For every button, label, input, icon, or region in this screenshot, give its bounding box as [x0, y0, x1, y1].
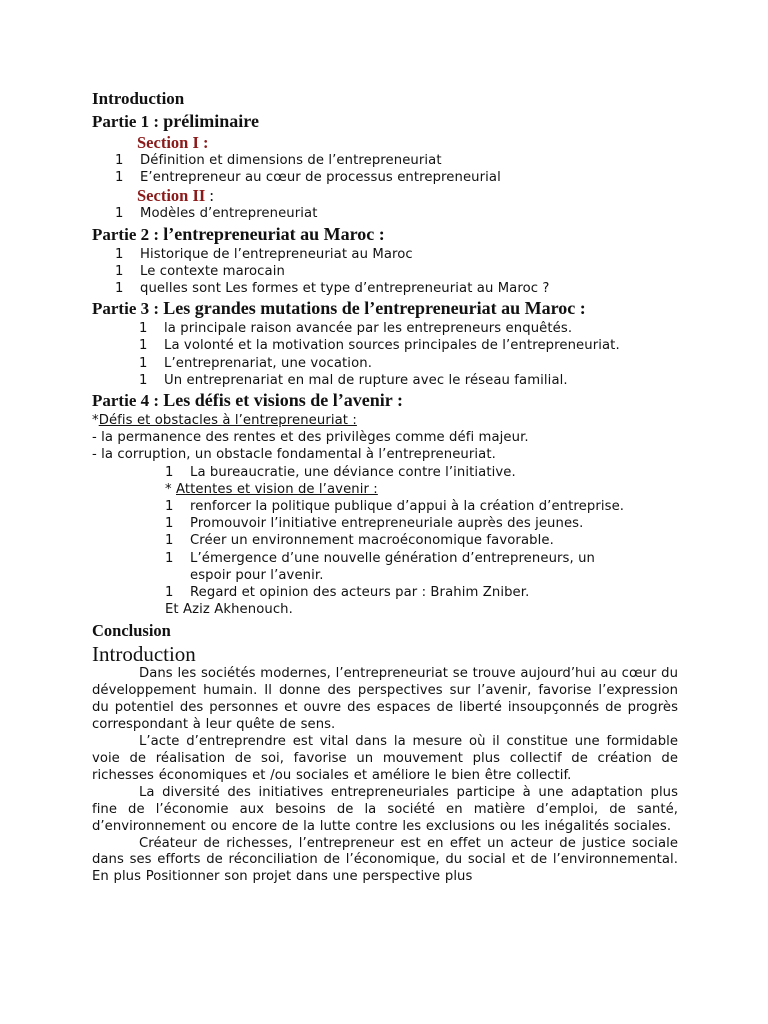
- list-bullet: 1: [115, 206, 124, 222]
- defis-block: [92, 412, 678, 618]
- list-item-text: espoir pour l’avenir.: [190, 567, 324, 583]
- defis-prefix: *: [92, 413, 99, 429]
- defis-heading-line: [92, 412, 678, 429]
- list-item-text: Historique de l’entrepreneuriat au Maroc: [140, 246, 413, 262]
- document-page: [92, 88, 678, 886]
- list-item: [139, 337, 678, 354]
- list-bullet: 1: [139, 372, 148, 388]
- list-bullet: 1: [139, 321, 148, 337]
- section-2-list: [115, 205, 678, 222]
- dash-item: - la permanence des rentes et des privilèges comme défi majeur.: [92, 430, 529, 446]
- list-item: [165, 584, 678, 601]
- list-item: [165, 550, 678, 567]
- list-item-text: Un entreprenariat en mal de rupture avec le réseau familial.: [164, 372, 568, 388]
- list-item-text: Définition et dimensions de l’entrepreneuriat: [140, 153, 442, 168]
- list-item: [139, 355, 678, 372]
- list-bullet: 1: [165, 464, 174, 480]
- toc-partie-3: [92, 297, 678, 320]
- list-item-text: L’entreprenariat, une vocation.: [164, 355, 372, 371]
- list-bullet: 1: [139, 355, 148, 371]
- intro-paragraph: Dans les sociétés modernes, l’entrepreneuriat se trouve aujourd’hui au cœur du développement humain. Il donne des perspectives sur l’avenir, favorise l’expression du potentiel des personnes et ouvre des espaces de liberté insoupçonnés de progrès correspondant à leur quête de sens.: [92, 666, 678, 733]
- toc-introduction: Introduction: [92, 89, 185, 108]
- list-bullet: 1: [165, 585, 174, 601]
- list-item-text: La bureaucratie, une déviance contre l’initiative.: [190, 464, 516, 480]
- attentes-heading: Attentes et vision de l’avenir :: [176, 481, 378, 497]
- list-item: [165, 498, 678, 515]
- intro-paragraph: Créateur de richesses, l’entrepreneur est en effet un acteur de justice sociale dans ses efforts de réconciliation de l’économique, du social et de l’environnemental. En plus Positionner son projet dans une perspective plus: [92, 835, 678, 885]
- toc-partie-4: [92, 389, 678, 412]
- list-item-continuation: [165, 567, 678, 584]
- list-item: [165, 515, 678, 532]
- toc-partie-1: [92, 110, 678, 133]
- list-item: [115, 169, 678, 186]
- list-bullet: 1: [165, 550, 174, 566]
- partie-3-list: [139, 320, 678, 389]
- list-bullet: 1: [139, 338, 148, 354]
- partie-4-label: Partie 4 :: [92, 391, 164, 411]
- list-item: [115, 280, 678, 297]
- partie-3-label: Partie 3 :: [92, 299, 164, 319]
- defis-heading: Défis et obstacles à l’entrepreneuriat :: [98, 413, 357, 429]
- dash-item: - la corruption, un obstacle fondamental à l’entrepreneuriat.: [92, 447, 496, 463]
- section-1-list: [115, 152, 678, 186]
- list-item-text: quelles sont Les formes et type d’entrepreneuriat au Maroc ?: [140, 281, 550, 297]
- attentes-heading-line: [165, 481, 678, 498]
- partie-3-title: Les grandes mutations de l’entrepreneuriat au Maroc :: [163, 298, 586, 319]
- toc-partie-2: [92, 223, 678, 246]
- list-bullet: 1: [115, 170, 124, 186]
- partie-4-title: Les défis et visions de l’avenir :: [163, 390, 403, 411]
- intro-paragraph: L’acte d’entreprendre est vital dans la mesure où il constitue une formidable voie de réalisation de soi, favorise un mouvement plus collectif de création de richesses économiques et /ou sociales et améliore le bien être collectif.: [92, 734, 678, 783]
- partie-1-label: Partie 1 :: [92, 112, 164, 131]
- list-item-text: La volonté et la motivation sources principales de l’entrepreneuriat.: [164, 338, 620, 354]
- list-item: [115, 263, 678, 280]
- list-item: [165, 532, 678, 549]
- list-item-text: la principale raison avancée par les entrepreneurs enquêtés.: [164, 321, 573, 337]
- partie-2-list: [115, 246, 678, 298]
- list-item-text: Le contexte marocain: [140, 263, 285, 279]
- list-item: [139, 320, 678, 337]
- list-bullet: 1: [165, 499, 174, 515]
- list-item-text: Créer un environnement macroéconomique favorable.: [190, 533, 554, 549]
- list-bullet: 1: [115, 153, 124, 168]
- list-item-text: Modèles d’entrepreneuriat: [140, 206, 318, 222]
- intro-paragraph: La diversité des initiatives entrepreneuriales participe à une adaptation plus fine de l’économie aux besoins de la société en matière d’emploi, de santé, d’environnement ou encore de la lutte contre les exclusions ou les inégalités sociales.: [92, 784, 678, 834]
- list-item-text: Promouvoir l’initiative entrepreneuriale auprès des jeunes.: [190, 516, 584, 532]
- list-item-text: renforcer la politique publique d’appui à la création d’entreprise.: [190, 499, 625, 515]
- list-item-text: E’entrepreneur au cœur de processus entrepreneurial: [140, 170, 501, 186]
- toc-conclusion: Conclusion: [92, 621, 171, 641]
- list-bullet: 1: [115, 246, 124, 262]
- list-item-text: Regard et opinion des acteurs par : Brahim Zniber.: [190, 585, 530, 601]
- section-2-heading: [137, 186, 678, 205]
- list-item: [139, 372, 678, 389]
- attentes-last-line: Et Aziz Akhenouch.: [165, 602, 293, 618]
- list-bullet: 1: [165, 516, 174, 532]
- list-item: [115, 205, 678, 222]
- partie-2-label: Partie 2 :: [92, 224, 164, 244]
- partie-1-title: préliminaire: [163, 111, 259, 131]
- section-2-colon: :: [205, 186, 215, 206]
- section-2-label: Section II: [137, 186, 206, 206]
- list-item: [115, 152, 678, 169]
- list-item-text: L’émergence d’une nouvelle génération d’entrepreneurs, un: [190, 550, 596, 566]
- list-item: [115, 246, 678, 263]
- attentes-prefix: *: [165, 481, 176, 497]
- list-item: [165, 464, 678, 481]
- list-bullet: 1: [115, 263, 124, 279]
- partie-2-title: l’entrepreneuriat au Maroc :: [163, 223, 385, 244]
- list-bullet: 1: [115, 281, 124, 297]
- section-1-heading: Section I :: [137, 133, 209, 152]
- introduction-heading: Introduction: [92, 642, 196, 667]
- list-bullet: 1: [165, 533, 174, 549]
